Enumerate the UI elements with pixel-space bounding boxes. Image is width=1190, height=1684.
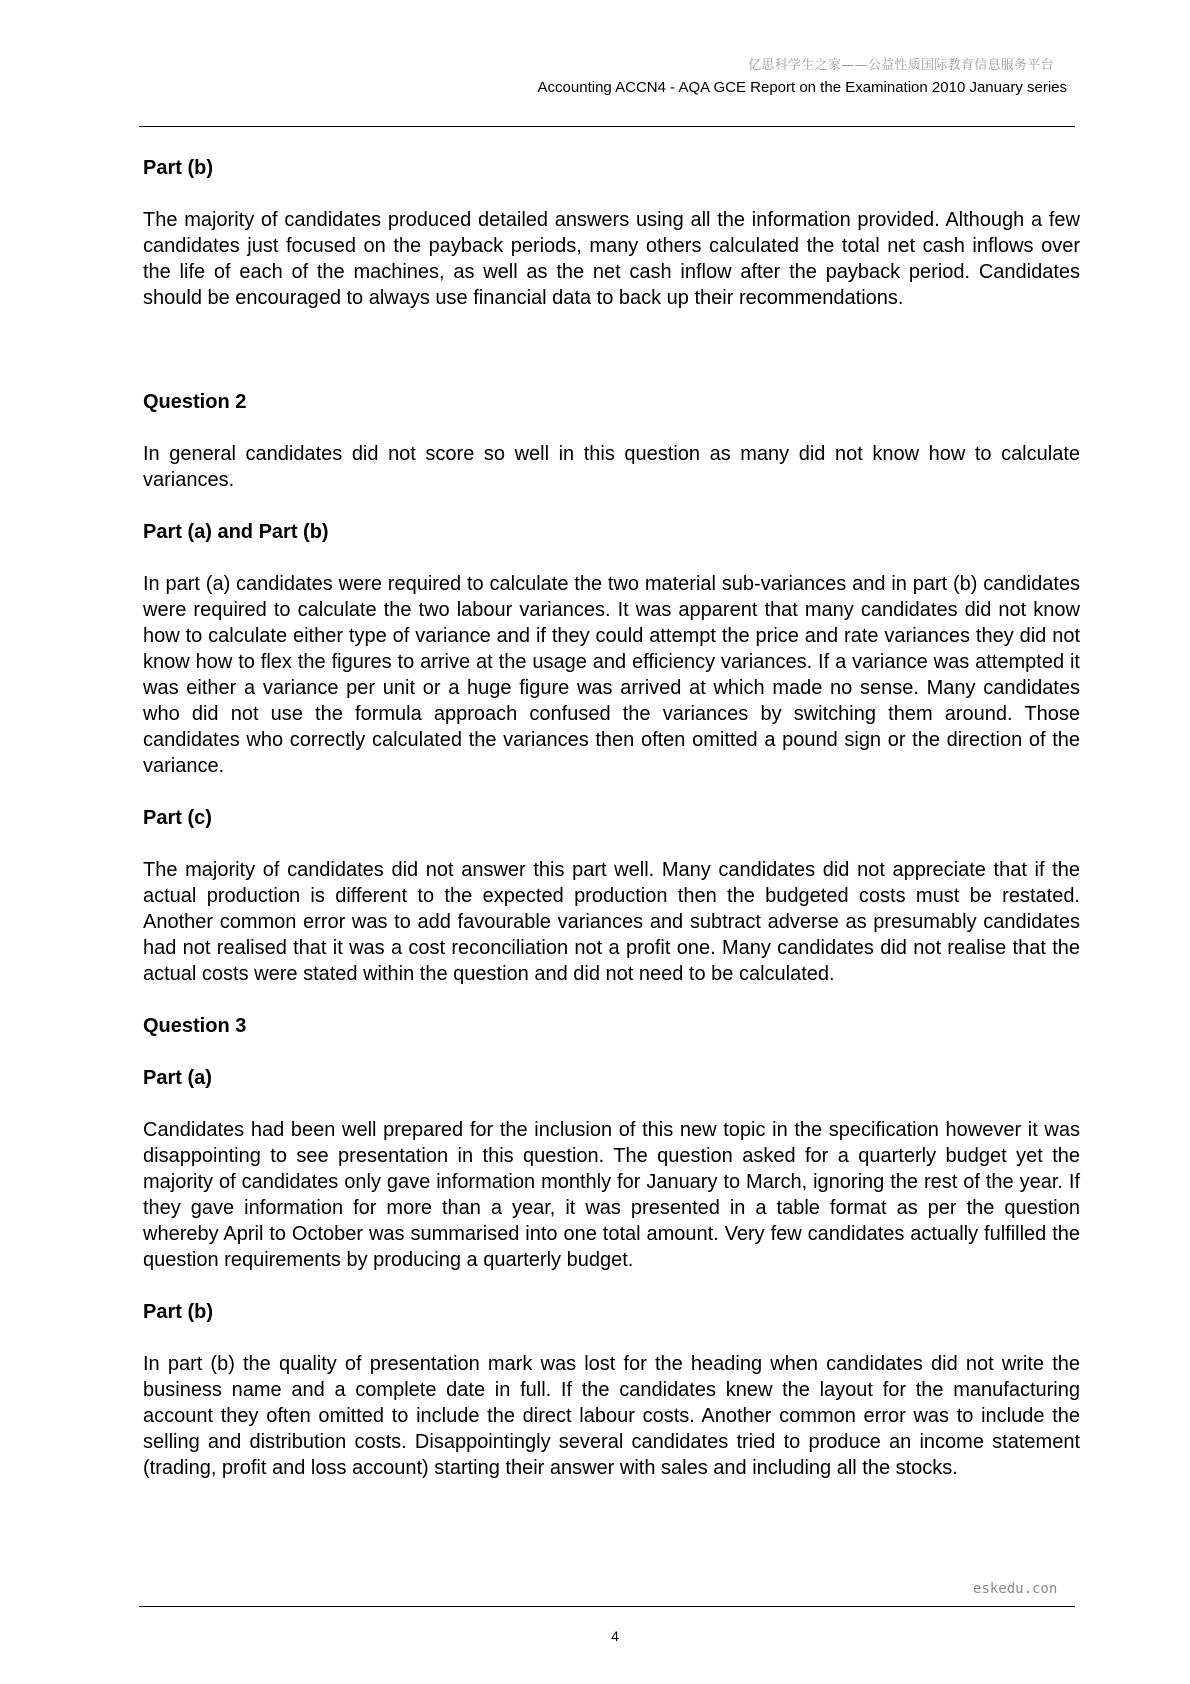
report-body [143,155,1080,1481]
footer-watermark: eskedu.con [973,1581,1058,1597]
question-3-heading: Question 3 [143,1015,247,1037]
footer-rule [139,1606,1075,1607]
q3-part-a-heading: Part (a) [143,1067,212,1089]
page-number: 4 [611,1628,619,1644]
question-2-heading: Question 2 [143,391,247,413]
running-header-title: Accounting ACCN4 - AQA GCE Report on the Examination 2010 January series [537,79,1067,96]
q1-part-b-heading: Part (b) [143,157,213,179]
header-rule [139,126,1075,127]
q2-part-c-text: The majority of candidates did not answer this part well. Many candidates did not appreciate that if the actual production is different to the expected production then the budgeted costs must be restated. Another common error was to add favourable variances and subtract adverse as presumably candidates had not realised that it was a cost reconciliation not a profit one. Many candidates did not realise that the actual costs were stated within the question and did not need to be calculated. [143,859,1080,985]
q2-part-ab-heading: Part (a) and Part (b) [143,521,329,543]
question-2-text: In general candidates did not score so well in this question as many did not know how to calculate variances. [143,443,1080,491]
header-watermark: 亿思科学生之家——公益性质国际教育信息服务平台 [748,58,1054,73]
q2-part-ab-text: In part (a) candidates were required to calculate the two material sub-variances and in part (b) candidates were required to calculate the two labour variances. It was apparent that many candidates did not know how to calculate either type of variance and if they could attempt the price and rate variances they did not know how to flex the figures to arrive at the usage and efficiency variances. If a variance was attempted it was either a variance per unit or a huge figure was arrived at which made no sense. Many candidates who did not use the formula approach confused the variances by switching them around. Those candidates who correctly calculated the variances then often omitted a pound sign or the direction of the variance. [143,573,1080,777]
q3-part-a-text: Candidates had been well prepared for the inclusion of this new topic in the specification however it was disappointing to see presentation in this question. The question asked for a quarterly budget yet the majority of candidates only gave information monthly for January to March, ignoring the rest of the year. If they gave information for more than a year, it was presented in a table format as per the question whereby April to October was summarised into one total amount. Very few candidates actually fulfilled the question requirements by producing a quarterly budget. [143,1119,1080,1271]
q1-part-b-text: The majority of candidates produced detailed answers using all the information provided. Although a few candidates just focused on the payback periods, many others calculated the total net cash inflows over the life of each of the machines, as well as the net cash inflow after the payback period. Candidates should be encouraged to always use financial data to back up their recommendations. [143,209,1080,309]
q3-part-b-text: In part (b) the quality of presentation mark was lost for the heading when candidates did not write the business name and a complete date in full. If the candidates knew the layout for the manufacturing account they often omitted to include the direct labour costs. Another common error was to include the selling and distribution costs. Disappointingly several candidates tried to produce an income statement (trading, profit and loss account) starting their answer with sales and including all the stocks. [143,1353,1080,1479]
q2-part-c-heading: Part (c) [143,807,212,829]
q3-part-b-heading: Part (b) [143,1301,213,1323]
